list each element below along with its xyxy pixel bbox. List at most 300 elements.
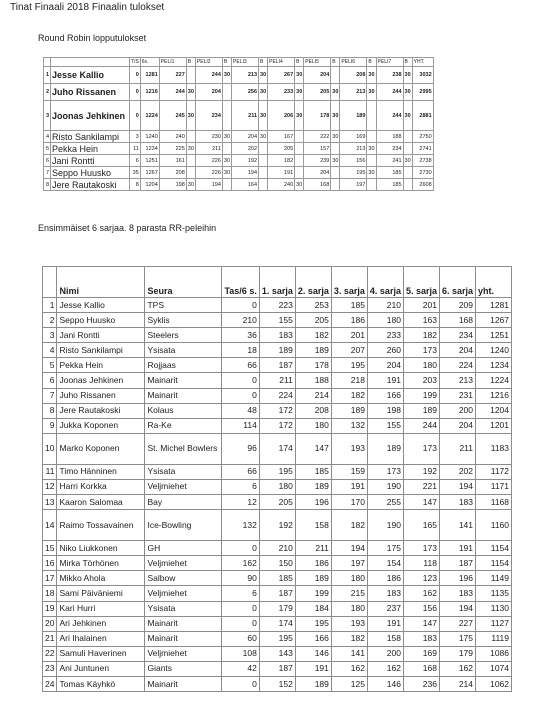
standings-score-cell: 201 [403,298,439,313]
standings-score-cell: 172 [259,403,295,418]
standings-score-cell: 0 [222,388,259,403]
rr-cell [367,101,376,131]
standings-score-cell: 236 [403,676,439,691]
standings-score-cell: 204 [439,343,475,358]
rr-cell: 30 [222,155,231,167]
standings-score-cell: 192 [403,464,439,479]
standings-score-cell: 187 [259,358,295,373]
standings-score-cell: 199 [403,388,439,403]
standings-score-cell: 150 [259,556,295,571]
standings-score-cell: 227 [439,616,475,631]
standings-name-cell: Raimo Tossavainen [57,510,145,541]
standings-name-cell: Timo Hänninen [57,464,145,479]
standings-score-cell: 223 [259,298,295,313]
standings-score-cell: 194 [439,601,475,616]
standings-row [43,541,512,556]
standings-score-cell: 179 [439,646,475,661]
rr-cell: 192 [232,155,259,167]
standings-name-cell: Ani Juntunen [57,661,145,676]
standings-rank-cell: 2 [43,313,57,328]
rr-row [44,101,434,131]
standings-score-cell: 1154 [476,556,512,571]
rr-cell: 30 [222,167,231,179]
standings-header-cell: 5. sarja [403,267,439,298]
standings-score-cell: 165 [403,510,439,541]
rr-cell: 168 [304,179,331,191]
rr-cell: 30 [367,143,376,155]
standings-score-cell: 187 [259,661,295,676]
standings-score-cell: 66 [222,358,259,373]
standings-score-cell: 187 [439,556,475,571]
rr-cell: 222 [304,131,331,143]
standings-name-cell: Niko Liukkonen [57,541,145,556]
rr-header-cell: 6s. [140,58,159,67]
rr-cell: 30 [259,67,268,84]
rr-cell: 204 [232,131,259,143]
standings-score-cell: 182 [331,510,367,541]
standings-score-cell: 146 [295,646,331,661]
standings-rank-cell: 17 [43,571,57,586]
rr-cell: 211 [195,143,222,155]
rr-cell: 240 [159,131,186,143]
standings-rank-cell: 23 [43,661,57,676]
standings-score-cell: 1062 [476,676,512,691]
standings-row [43,403,512,418]
standings-header-cell: Nimi [57,267,145,298]
standings-score-cell: 123 [403,571,439,586]
standings-score-cell: 194 [331,541,367,556]
standings-score-cell: 118 [403,556,439,571]
rr-cell: 205 [304,84,331,101]
rr-row [44,155,434,167]
standings-score-cell: 233 [367,328,403,343]
rr-cell: 239 [304,155,331,167]
standings-score-cell: 180 [331,571,367,586]
rr-name-cell: Pekka Hein [51,143,130,155]
standings-club-cell: Mainarit [145,616,222,631]
standings-rank-cell: 19 [43,601,57,616]
rr-cell: 0 [130,101,141,131]
rr-cell: 194 [232,167,259,179]
rr-cell [222,179,231,191]
standings-club-cell: Mainarit [145,388,222,403]
rr-cell [222,101,231,131]
standings-club-cell: Giants [145,661,222,676]
rr-cell: 164 [232,179,259,191]
rr-row [44,179,434,191]
standings-score-cell: 214 [295,388,331,403]
standings-row [43,464,512,479]
standings-row [43,328,512,343]
standings-name-cell: Jani Rontti [57,328,145,343]
standings-header-cell: 6. sarja [439,267,475,298]
rr-cell [186,155,195,167]
rr-header-cell: B [222,58,231,67]
rr-header-cell [44,58,51,67]
standings-score-cell: 224 [439,358,475,373]
standings-header-cell: Tas/6 s. [222,267,259,298]
standings-score-cell: 198 [367,403,403,418]
rr-name-cell: Jesse Kallio [51,67,130,84]
rr-cell [331,143,340,155]
standings-score-cell: 221 [403,479,439,494]
standings-score-cell: 175 [439,631,475,646]
standings-score-cell: 191 [367,616,403,631]
standings-score-cell: 208 [295,403,331,418]
standings-club-cell: Ysisata [145,343,222,358]
rr-cell: 30 [186,179,195,191]
standings-rank-cell: 14 [43,510,57,541]
rr-cell [367,179,376,191]
rr-cell: 178 [304,101,331,131]
standings-row [43,313,512,328]
rr-cell: 30 [186,84,195,101]
standings-score-cell: 155 [259,313,295,328]
rr-cell [186,67,195,84]
standings-header-cell: Seura [145,267,222,298]
rr-row [44,131,434,143]
rr-cell: 256 [232,84,259,101]
standings-score-cell: 211 [259,373,295,388]
standings-score-cell: 207 [331,343,367,358]
standings-header-row [43,267,512,298]
standings-score-cell: 132 [331,418,367,433]
standings-rank-cell: 18 [43,586,57,601]
standings-score-cell: 108 [222,646,259,661]
standings-score-cell: 36 [222,328,259,343]
rr-cell: 185 [376,179,403,191]
rr-cell: 11 [130,143,141,155]
standings-name-cell: Tomas Käyhkö [57,676,145,691]
round-robin-subtitle: Round Robin lopputulokset [38,33,147,43]
rr-cell: 3 [130,131,141,143]
standings-name-cell: Samuli Haverinen [57,646,145,661]
standings-score-cell: 244 [403,418,439,433]
standings-score-cell: 253 [295,298,331,313]
standings-score-cell: 199 [295,586,331,601]
rr-cell: 30 [295,179,304,191]
round-robin-table [43,57,434,191]
rr-rank-cell: 6 [44,155,51,167]
rr-cell: 208 [159,167,186,179]
rr-header-cell: PELI7 [376,58,403,67]
standings-score-cell: 154 [367,556,403,571]
standings-name-cell: Joonas Jehkinen [57,373,145,388]
standings-row [43,510,512,541]
standings-row [43,418,512,433]
standings-score-cell: 172 [259,418,295,433]
rr-cell [403,179,412,191]
rr-cell: 30 [403,101,412,131]
standings-score-cell: 185 [295,464,331,479]
standings-score-cell: 143 [259,646,295,661]
standings-club-cell: Ice-Bowling [145,510,222,541]
rr-cell: 234 [376,143,403,155]
standings-score-cell: 189 [295,676,331,691]
rr-rank-cell: 3 [44,101,51,131]
standings-table [42,266,512,692]
standings-score-cell: 201 [331,328,367,343]
standings-row [43,479,512,494]
standings-score-cell: 186 [295,556,331,571]
rr-cell: 213 [340,84,367,101]
standings-score-cell: 203 [403,373,439,388]
standings-score-cell: 152 [259,676,295,691]
standings-row [43,433,512,464]
standings-score-cell: 156 [403,601,439,616]
rr-cell: 204 [195,84,222,101]
standings-club-cell: Ra-Ke [145,418,222,433]
standings-rank-cell: 9 [43,418,57,433]
rr-cell: 205 [268,143,295,155]
standings-score-cell: 190 [367,510,403,541]
rr-header-cell: PELI3 [232,58,259,67]
rr-cell: 30 [222,131,231,143]
standings-name-cell: Seppo Huusko [57,313,145,328]
rr-cell: 244 [376,101,403,131]
rr-name-cell: Risto Sankilampi [51,131,130,143]
standings-score-cell: 96 [222,433,259,464]
standings-score-cell: 162 [222,556,259,571]
rr-cell: 194 [195,179,222,191]
standings-club-cell: Mainarit [145,373,222,388]
rr-row [44,167,434,179]
standings-score-cell: 190 [367,479,403,494]
rr-cell: 30 [403,67,412,84]
standings-score-cell: 1281 [476,298,512,313]
rr-header-cell: B [259,58,268,67]
standings-score-cell: 146 [367,676,403,691]
standings-score-cell: 1135 [476,586,512,601]
standings-score-cell: 182 [295,328,331,343]
standings-row [43,616,512,631]
rr-cell [331,67,340,84]
standings-score-cell: 213 [439,373,475,388]
standings-club-cell: Ysisata [145,601,222,616]
standings-row [43,358,512,373]
rr-cell: 30 [367,67,376,84]
rr-name-cell: Seppo Huusko [51,167,130,179]
rr-cell: 198 [159,179,186,191]
rr-cell: 189 [340,101,367,131]
standings-header-cell: 3. sarja [331,267,367,298]
standings-score-cell: 1171 [476,479,512,494]
standings-score-cell: 174 [259,433,295,464]
standings-score-cell: 185 [331,298,367,313]
standings-score-cell: 182 [331,631,367,646]
standings-rank-cell: 16 [43,556,57,571]
standings-score-cell: 159 [331,464,367,479]
rr-cell: 1240 [140,131,159,143]
standings-score-cell: 210 [367,298,403,313]
page-title: Tinat Finaali 2018 Finaalin tulokset [10,2,165,13]
rr-cell [331,179,340,191]
rr-cell: 1267 [140,167,159,179]
standings-name-cell: Sami Päiväniemi [57,586,145,601]
rr-cell: 202 [232,143,259,155]
rr-header-cell: PELI4 [268,58,295,67]
standings-club-cell: TPS [145,298,222,313]
standings-name-cell: Juho Rissanen [57,388,145,403]
standings-score-cell: 180 [403,358,439,373]
standings-header-cell: yht. [476,267,512,298]
rr-cell: 30 [331,131,340,143]
standings-score-cell: 202 [439,464,475,479]
rr-name-cell: Joonas Jehkinen [51,101,130,131]
standings-score-cell: 210 [259,541,295,556]
rr-rank-cell: 2 [44,84,51,101]
standings-score-cell: 210 [222,313,259,328]
standings-name-cell: Harri Korkka [57,479,145,494]
standings-score-cell: 224 [259,388,295,403]
standings-score-cell: 175 [367,541,403,556]
rr-cell: 1216 [140,84,159,101]
rr-cell: 2738 [412,155,433,167]
rr-cell: 204 [304,167,331,179]
rr-cell [295,167,304,179]
standings-rank-cell: 21 [43,631,57,646]
standings-score-cell: 174 [259,616,295,631]
rr-cell: 240 [268,179,295,191]
standings-score-cell: 234 [439,328,475,343]
standings-score-cell: 0 [222,601,259,616]
rr-header-cell: PELI2 [195,58,222,67]
standings-score-cell: 0 [222,616,259,631]
rr-cell: 226 [195,167,222,179]
rr-cell: 230 [195,131,222,143]
standings-score-cell: 1251 [476,328,512,343]
rr-cell: 0 [130,84,141,101]
standings-score-cell: 158 [295,510,331,541]
standings-rank-cell: 6 [43,373,57,388]
standings-row [43,586,512,601]
rr-cell: 30 [403,84,412,101]
standings-score-cell: 211 [439,433,475,464]
standings-score-cell: 186 [331,313,367,328]
standings-score-cell: 191 [439,541,475,556]
standings-score-cell: 183 [367,586,403,601]
standings-score-cell: 1086 [476,646,512,661]
standings-name-cell: Ari Ihalainen [57,631,145,646]
standings-score-cell: 260 [367,343,403,358]
rr-cell [403,167,412,179]
standings-score-cell: 186 [367,571,403,586]
standings-score-cell: 180 [367,313,403,328]
standings-score-cell: 168 [439,313,475,328]
rr-header-cell: PELI5 [304,58,331,67]
rr-row [44,67,434,84]
rr-cell: 6 [130,155,141,167]
rr-cell [367,155,376,167]
standings-score-cell: 6 [222,479,259,494]
rr-cell [222,84,231,101]
standings-header-cell: 1. sarja [259,267,295,298]
standings-score-cell: 0 [222,298,259,313]
standings-score-cell: 1154 [476,541,512,556]
rr-cell: 2608 [412,179,433,191]
rr-rank-cell: 8 [44,179,51,191]
standings-score-cell: 180 [259,479,295,494]
standings-club-cell: Veljmiehet [145,556,222,571]
rr-cell: 8 [130,179,141,191]
rr-cell: 1204 [140,179,159,191]
rr-cell: 238 [376,67,403,84]
rr-cell: 30 [331,155,340,167]
standings-score-cell: 183 [403,631,439,646]
rr-cell [403,131,412,143]
standings-score-cell: 183 [259,328,295,343]
standings-score-cell: 90 [222,571,259,586]
rr-rank-cell: 5 [44,143,51,155]
standings-score-cell: 196 [295,495,331,510]
standings-score-cell: 162 [367,661,403,676]
standings-score-cell: 189 [403,403,439,418]
standings-score-cell: 195 [259,464,295,479]
standings-score-cell: 1172 [476,464,512,479]
standings-score-cell: 180 [331,601,367,616]
standings-score-cell: 12 [222,495,259,510]
standings-score-cell: 214 [439,676,475,691]
standings-club-cell: Rojjaas [145,358,222,373]
rr-cell: 188 [376,131,403,143]
standings-score-cell: 189 [295,479,331,494]
rr-cell: 30 [259,84,268,101]
standings-score-cell: 1234 [476,358,512,373]
rr-cell [259,143,268,155]
rr-cell: 167 [268,131,295,143]
standings-score-cell: 42 [222,661,259,676]
standings-rank-cell: 7 [43,388,57,403]
rr-cell: 234 [195,101,222,131]
standings-score-cell: 1267 [476,313,512,328]
standings-name-cell: Mirka Törhönen [57,556,145,571]
standings-name-cell: Jere Rautakoski [57,403,145,418]
rr-header-row [44,58,434,67]
standings-club-cell: Veljmiehet [145,646,222,661]
standings-rank-cell: 1 [43,298,57,313]
rr-cell: 185 [376,167,403,179]
rr-rank-cell: 4 [44,131,51,143]
standings-score-cell: 178 [295,358,331,373]
standings-score-cell: 170 [331,495,367,510]
rr-cell: 226 [195,155,222,167]
rr-cell: 227 [159,67,186,84]
standings-score-cell: 1224 [476,373,512,388]
standings-score-cell: 189 [295,343,331,358]
rr-header-cell: B [403,58,412,67]
standings-name-cell: Jukka Koponen [57,418,145,433]
standings-score-cell: 0 [222,373,259,388]
standings-score-cell: 66 [222,464,259,479]
standings-score-cell: 1204 [476,403,512,418]
standings-score-cell: 173 [367,464,403,479]
standings-rank-cell: 12 [43,479,57,494]
standings-score-cell: 166 [367,388,403,403]
standings-score-cell: 194 [439,479,475,494]
standings-score-cell: 163 [403,313,439,328]
rr-cell: 0 [130,67,141,84]
standings-score-cell: 189 [295,571,331,586]
rr-cell: 245 [159,101,186,131]
rr-header-cell: YHT. [412,58,433,67]
standings-score-cell: 1240 [476,343,512,358]
rr-cell: 1224 [140,101,159,131]
standings-name-cell: Ari Jehkinen [57,616,145,631]
rr-header-cell: B [186,58,195,67]
rr-cell [222,143,231,155]
standings-rank-cell: 22 [43,646,57,661]
standings-rank-cell: 13 [43,495,57,510]
